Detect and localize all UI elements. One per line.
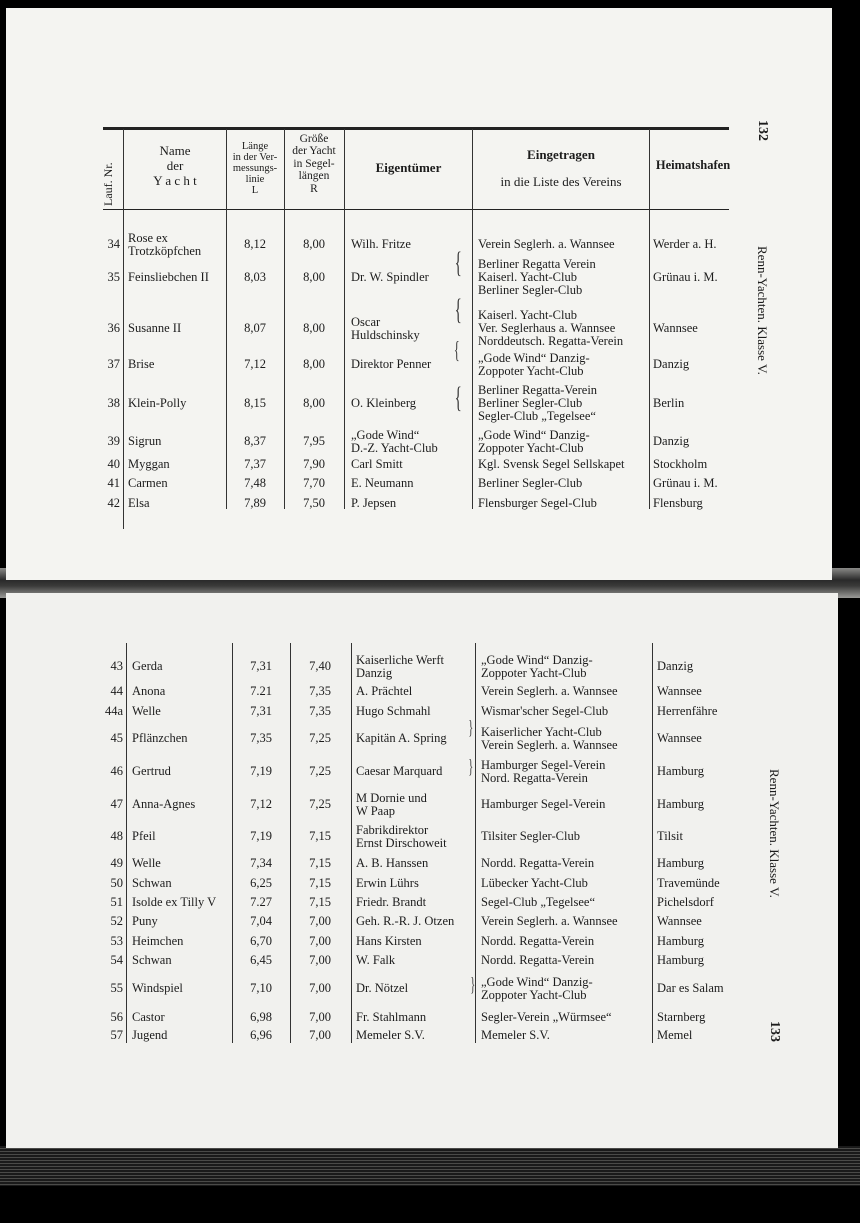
cell-laenge: 7,31 bbox=[250, 704, 272, 718]
cell-name: Feinsliebchen II bbox=[128, 270, 209, 284]
cell-owner: Erwin Lührs bbox=[356, 876, 419, 890]
cell-groesse: 7,00 bbox=[309, 981, 331, 995]
cell-name: Welle bbox=[132, 856, 161, 870]
cell-name: Klein-Polly bbox=[128, 396, 187, 410]
cell-hafen: Tilsit bbox=[657, 829, 683, 843]
cell-hafen: Flensburg bbox=[653, 496, 703, 510]
cell-nr: 50 bbox=[110, 876, 123, 890]
brace: { bbox=[454, 381, 462, 414]
cell-nr: 39 bbox=[107, 434, 120, 448]
cell-owner: Kaiserliche Werft Danzig bbox=[356, 652, 444, 680]
cell-hafen: Hamburg bbox=[657, 797, 704, 811]
header-heimatshafen: Heimatshafen bbox=[655, 158, 731, 172]
header-eingetragen-sub: in die Liste des Vereins bbox=[500, 174, 622, 189]
cell-nr: 38 bbox=[107, 396, 120, 410]
cell-name: Castor bbox=[132, 1010, 165, 1024]
cell-nr: 47 bbox=[110, 797, 123, 811]
page-edges bbox=[0, 1146, 860, 1186]
cell-club: Kaiserlicher Yacht-Club Verein Seglerh. a. Wannsee bbox=[481, 724, 618, 752]
cell-hafen: Pichelsdorf bbox=[657, 895, 714, 909]
cell-club: Hamburger Segel-Verein Nord. Regatta-Verein bbox=[481, 757, 606, 785]
cell-nr: 44 bbox=[110, 684, 123, 698]
cell-owner: Hans Kirsten bbox=[356, 934, 422, 948]
cell-hafen: Wannsee bbox=[657, 684, 702, 698]
cell-groesse: 7,90 bbox=[303, 457, 325, 471]
cell-owner: W. Falk bbox=[356, 953, 396, 967]
cell-hafen: Wannsee bbox=[657, 731, 702, 745]
cell-owner: Geh. R.-R. J. Otzen bbox=[356, 914, 455, 928]
cell-club: Hamburger Segel-Verein bbox=[481, 797, 606, 811]
cell-nr: 48 bbox=[110, 829, 123, 843]
cell-name: Rose ex Trotzköpfchen bbox=[128, 230, 202, 258]
page-133 bbox=[6, 593, 838, 1148]
cell-hafen: Memel bbox=[657, 1028, 693, 1042]
header-name: Name der Y a c h t bbox=[153, 143, 197, 188]
cell-nr: 34 bbox=[107, 237, 120, 251]
cell-name: Susanne II bbox=[128, 321, 182, 335]
brace: } bbox=[468, 756, 474, 778]
cell-groesse: 7,00 bbox=[309, 934, 331, 948]
cell-hafen: Berlin bbox=[653, 396, 685, 410]
cell-groesse: 7,95 bbox=[303, 434, 325, 448]
cell-groesse: 7,35 bbox=[309, 684, 331, 698]
cell-laenge: 7,12 bbox=[244, 357, 266, 371]
cell-name: Pfeil bbox=[132, 829, 156, 843]
cell-name: Anona bbox=[132, 684, 166, 698]
header-laenge: Länge in der Ver- messungs- linie L bbox=[232, 141, 278, 197]
cell-owner: M Dornie und W Paap bbox=[356, 790, 427, 818]
cell-owner: Caesar Marquard bbox=[356, 764, 443, 778]
cell-owner: Carl Smitt bbox=[351, 457, 403, 471]
cell-nr: 57 bbox=[110, 1028, 123, 1042]
col-divider bbox=[351, 643, 352, 1043]
running-head-top: Renn-Yachten. Klasse V. bbox=[755, 246, 770, 375]
cell-club: Verein Seglerh. a. Wannsee bbox=[481, 684, 618, 698]
cell-laenge: 7,10 bbox=[250, 981, 272, 995]
cell-laenge: 6,96 bbox=[250, 1028, 272, 1042]
cell-laenge: 6,25 bbox=[250, 876, 272, 890]
cell-laenge: 7,34 bbox=[250, 856, 272, 870]
cell-laenge: 6,70 bbox=[250, 934, 272, 948]
cell-hafen: Grünau i. M. bbox=[653, 270, 718, 284]
cell-name: Carmen bbox=[128, 476, 168, 490]
cell-nr: 53 bbox=[110, 934, 123, 948]
cell-club: Kgl. Svensk Segel Sellskapet bbox=[478, 457, 625, 471]
cell-name: Gertrud bbox=[132, 764, 171, 778]
cell-name: Myggan bbox=[128, 457, 170, 471]
cell-owner: Dr. Nötzel bbox=[356, 981, 409, 995]
cell-nr: 42 bbox=[107, 496, 120, 510]
cell-nr: 41 bbox=[107, 476, 120, 490]
cell-club: Segel-Club „Tegelsee“ bbox=[481, 895, 596, 909]
cell-club: Berliner Segler-Club bbox=[478, 476, 583, 490]
cell-laenge: 7,19 bbox=[250, 764, 272, 778]
cell-laenge: 8,03 bbox=[244, 270, 266, 284]
cell-owner: Hugo Schmahl bbox=[356, 704, 431, 718]
cell-groesse: 8,00 bbox=[303, 321, 325, 335]
cell-owner: P. Jepsen bbox=[351, 496, 397, 510]
cell-laenge: 7,31 bbox=[250, 659, 272, 673]
cell-nr: 35 bbox=[107, 270, 120, 284]
cell-nr: 37 bbox=[107, 357, 120, 371]
cell-club: Tilsiter Segler-Club bbox=[481, 829, 580, 843]
cell-hafen: Wannsee bbox=[657, 914, 702, 928]
cell-nr: 44a bbox=[104, 704, 123, 718]
col-divider bbox=[123, 129, 124, 529]
cell-groesse: 7,00 bbox=[309, 953, 331, 967]
cell-laenge: 6,98 bbox=[250, 1010, 272, 1024]
cell-club: Nordd. Regatta-Verein bbox=[481, 953, 595, 967]
cell-groesse: 7,00 bbox=[309, 914, 331, 928]
cell-club: „Gode Wind“ Danzig- Zoppoter Yacht-Club bbox=[478, 427, 590, 455]
cell-nr: 43 bbox=[110, 659, 123, 673]
cell-laenge: 7,37 bbox=[244, 457, 266, 471]
header-groesse: Größe der Yacht in Segel- längen R bbox=[292, 133, 336, 195]
cell-hafen: Hamburg bbox=[657, 934, 704, 948]
cell-club: Wismar'scher Segel-Club bbox=[481, 704, 609, 718]
cell-owner: A. B. Hanssen bbox=[356, 856, 429, 870]
cell-nr: 56 bbox=[110, 1010, 123, 1024]
cell-club: Verein Seglerh. a. Wannsee bbox=[478, 237, 615, 251]
cell-hafen: Wannsee bbox=[653, 321, 698, 335]
cell-name: Heimchen bbox=[132, 934, 184, 948]
cell-groesse: 7,15 bbox=[309, 895, 331, 909]
cell-laenge: 7.27 bbox=[250, 895, 272, 909]
cell-hafen: Travemünde bbox=[657, 876, 720, 890]
cell-groesse: 7,15 bbox=[309, 876, 331, 890]
cell-groesse: 8,00 bbox=[303, 270, 325, 284]
cell-hafen: Hamburg bbox=[657, 764, 704, 778]
cell-name: Elsa bbox=[128, 496, 150, 510]
cell-owner: Dr. W. Spindler bbox=[351, 270, 429, 284]
cell-nr: 55 bbox=[110, 981, 123, 995]
cell-laenge: 7.21 bbox=[250, 684, 272, 698]
cell-laenge: 7,04 bbox=[250, 914, 272, 928]
cell-name: Brise bbox=[128, 357, 155, 371]
cell-owner: A. Prächtel bbox=[356, 684, 413, 698]
cell-laenge: 7,48 bbox=[244, 476, 266, 490]
cell-owner: Fabrikdirektor Ernst Dirschoweit bbox=[356, 822, 447, 850]
cell-club: Nordd. Regatta-Verein bbox=[481, 934, 595, 948]
header-eingetragen: Eingetragen bbox=[527, 147, 595, 162]
header-eigentuemer: Eigentümer bbox=[375, 160, 442, 175]
brace: { bbox=[454, 246, 462, 279]
cell-nr: 54 bbox=[110, 953, 123, 967]
cell-groesse: 7,25 bbox=[309, 797, 331, 811]
cell-owner: Oscar Huldschinsky bbox=[351, 314, 420, 342]
header-lauf-nr: Lauf. Nr. bbox=[101, 162, 115, 206]
cell-groesse: 7,25 bbox=[309, 731, 331, 745]
table-top-rule bbox=[103, 127, 729, 130]
cell-club: Nordd. Regatta-Verein bbox=[481, 856, 595, 870]
cell-hafen: Hamburg bbox=[657, 953, 704, 967]
page-number-132: 132 bbox=[755, 120, 770, 141]
brace: { bbox=[453, 338, 460, 364]
cell-laenge: 6,45 bbox=[250, 953, 272, 967]
cell-name: Jugend bbox=[132, 1028, 168, 1042]
cell-name: Welle bbox=[132, 704, 161, 718]
brace: { bbox=[454, 293, 462, 326]
cell-club: Verein Seglerh. a. Wannsee bbox=[481, 914, 618, 928]
cell-laenge: 7,35 bbox=[250, 731, 272, 745]
page-132 bbox=[6, 8, 832, 580]
cell-hafen: Dar es Salam bbox=[657, 981, 724, 995]
cell-nr: 46 bbox=[110, 764, 123, 778]
cell-laenge: 7,12 bbox=[250, 797, 272, 811]
cell-owner: Fr. Stahlmann bbox=[356, 1010, 427, 1024]
cell-nr: 49 bbox=[110, 856, 123, 870]
cell-groesse: 8,00 bbox=[303, 237, 325, 251]
cell-groesse: 7,35 bbox=[309, 704, 331, 718]
cell-club: Kaiserl. Yacht-Club Ver. Seglerhaus a. Wannsee Norddeutsch. Regatta-Verein bbox=[478, 308, 624, 349]
cell-nr: 52 bbox=[110, 914, 123, 928]
cell-hafen: Herrenfähre bbox=[657, 704, 718, 718]
cell-nr: 40 bbox=[107, 457, 120, 471]
cell-name: Gerda bbox=[132, 659, 163, 673]
cell-club: Berliner Regatta-Verein Berliner Segler-Club Segler-Club „Tegelsee“ bbox=[478, 383, 598, 424]
cell-owner: O. Kleinberg bbox=[351, 396, 417, 410]
cell-laenge: 7,19 bbox=[250, 829, 272, 843]
cell-name: Schwan bbox=[132, 876, 172, 890]
cell-name: Pflänzchen bbox=[132, 731, 188, 745]
cell-owner: Friedr. Brandt bbox=[356, 895, 427, 909]
cell-groesse: 7,15 bbox=[309, 856, 331, 870]
cell-name: Sigrun bbox=[128, 434, 162, 448]
cell-nr: 51 bbox=[110, 895, 123, 909]
cell-club: „Gode Wind“ Danzig- Zoppoter Yacht-Club bbox=[481, 652, 593, 680]
cell-groesse: 7,50 bbox=[303, 496, 325, 510]
cell-laenge: 8,07 bbox=[244, 321, 266, 335]
header-bottom-rule bbox=[103, 209, 729, 210]
cell-groesse: 7,70 bbox=[303, 476, 325, 490]
cell-hafen: Starnberg bbox=[657, 1010, 706, 1024]
col-divider bbox=[126, 643, 127, 1043]
cell-groesse: 7,40 bbox=[309, 659, 331, 673]
running-head-bottom: Renn-Yachten. Klasse V. bbox=[767, 769, 782, 898]
cell-club: Flensburger Segel-Club bbox=[478, 496, 597, 510]
cell-hafen: Stockholm bbox=[653, 457, 708, 471]
cell-hafen: Grünau i. M. bbox=[653, 476, 718, 490]
cell-groesse: 7,25 bbox=[309, 764, 331, 778]
cell-hafen: Werder a. H. bbox=[653, 237, 717, 251]
cell-groesse: 7,00 bbox=[309, 1010, 331, 1024]
cell-groesse: 8,00 bbox=[303, 357, 325, 371]
cell-name: Puny bbox=[132, 914, 158, 928]
cell-hafen: Hamburg bbox=[657, 856, 704, 870]
cell-groesse: 8,00 bbox=[303, 396, 325, 410]
cell-nr: 45 bbox=[110, 731, 123, 745]
cell-laenge: 7,89 bbox=[244, 496, 266, 510]
cell-club: „Gode Wind“ Danzig- Zoppoter Yacht-Club bbox=[478, 350, 590, 378]
cell-name: Schwan bbox=[132, 953, 172, 967]
cell-owner: Direktor Penner bbox=[351, 357, 432, 371]
cell-owner: E. Neumann bbox=[351, 476, 414, 490]
cell-owner: „Gode Wind“ D.-Z. Yacht-Club bbox=[351, 427, 438, 455]
cell-hafen: Danzig bbox=[653, 357, 690, 371]
cell-laenge: 8,15 bbox=[244, 396, 266, 410]
cell-groesse: 7,00 bbox=[309, 1028, 331, 1042]
cell-nr: 36 bbox=[107, 321, 120, 335]
cell-owner: Memeler S.V. bbox=[356, 1028, 425, 1042]
brace: } bbox=[468, 717, 474, 739]
cell-hafen: Danzig bbox=[653, 434, 690, 448]
cell-name: Anna-Agnes bbox=[132, 797, 196, 811]
cell-name: Windspiel bbox=[132, 981, 183, 995]
cell-club: Segler-Verein „Würmsee“ bbox=[481, 1010, 612, 1024]
cell-club: Lübecker Yacht-Club bbox=[481, 876, 588, 890]
cell-laenge: 8,37 bbox=[244, 434, 266, 448]
cell-owner: Kapitän A. Spring bbox=[356, 731, 447, 745]
cell-owner: Wilh. Fritze bbox=[351, 237, 411, 251]
cell-club: Berliner Regatta Verein Kaiserl. Yacht-Club Berliner Segler-Club bbox=[478, 257, 596, 298]
cell-club: Memeler S.V. bbox=[481, 1028, 550, 1042]
page-number-133: 133 bbox=[767, 1021, 782, 1042]
cell-groesse: 7,15 bbox=[309, 829, 331, 843]
cell-hafen: Danzig bbox=[657, 659, 694, 673]
brace: } bbox=[470, 974, 476, 996]
cell-name: Isolde ex Tilly V bbox=[132, 895, 217, 909]
cell-laenge: 8,12 bbox=[244, 237, 266, 251]
cell-club: „Gode Wind“ Danzig- Zoppoter Yacht-Club bbox=[481, 974, 593, 1002]
